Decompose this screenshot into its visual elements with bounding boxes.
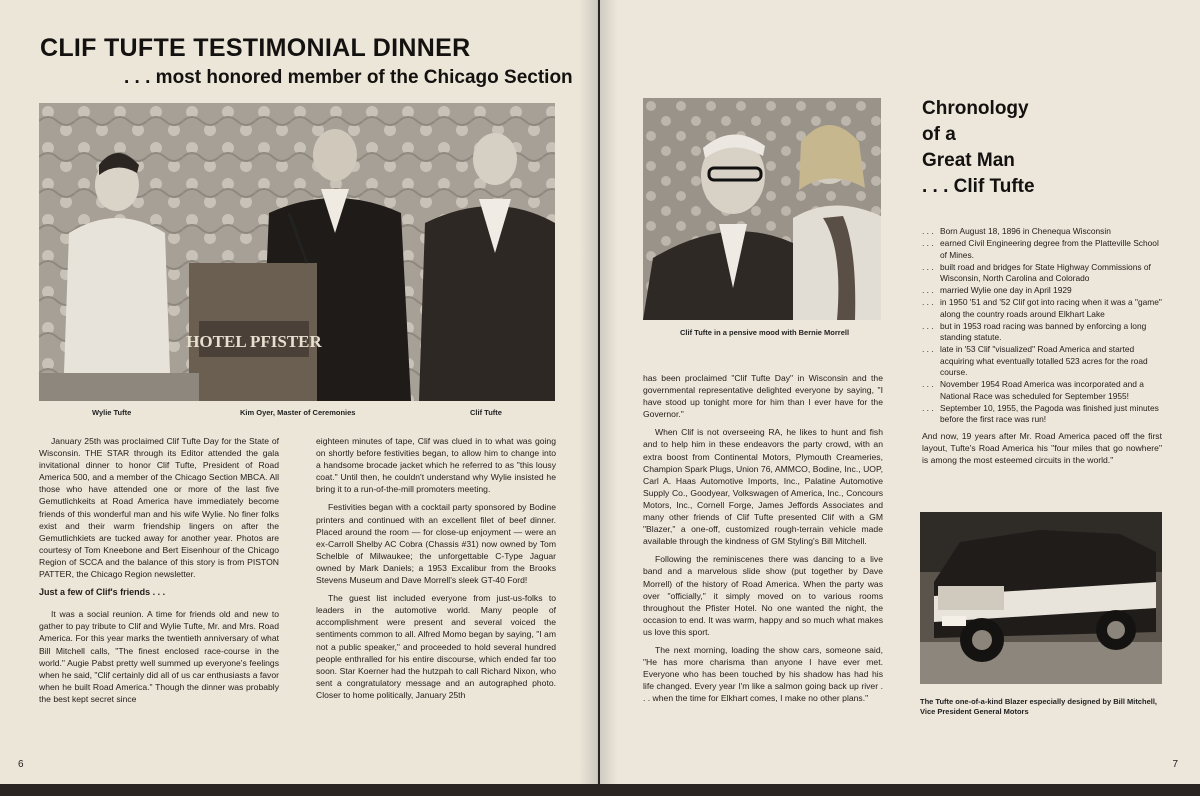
paragraph: The guest list included everyone from just-us-folks to leaders in the automotive world. Many people of accomplishment were present and several voiced the sentiments common to all. Alfred Momo began by saying, "I am not a public speaker," and proceeded to hold several hundred people enthralled for his entire discourse, which ended far too soon. Star Koerner had the hutzpah to call Richard Nixon, who sent a congratulatory message and an autographed photo. Closer to home politically, January 25th bbox=[316, 593, 556, 700]
caption-clif: Clif Tufte bbox=[470, 408, 502, 417]
pensive-photo bbox=[643, 98, 881, 320]
chronology-title-line: Great Man bbox=[922, 150, 1015, 171]
chronology-item: . . . late in '53 Clif "visualized" Road America and started acquiring what eventually totalled 523 acres for the road course. bbox=[922, 344, 1148, 377]
article-title: CLIF TUFTE TESTIMONIAL DINNER bbox=[40, 34, 471, 62]
chronology-item: . . . but in 1953 road racing was banned by enforcing a long standing statute. bbox=[922, 320, 1147, 342]
blazer-caption-line2: Vice President General Motors bbox=[920, 707, 1029, 716]
pensive-photo-caption: Clif Tufte in a pensive mood with Bernie Morrell bbox=[680, 328, 850, 337]
chronology-item: . . . built road and bridges for State Highway Commissions of Wisconsin, North Carolina and Colorado bbox=[922, 261, 1151, 283]
right-column-1 bbox=[643, 372, 883, 710]
left-column-2 bbox=[316, 435, 556, 707]
paragraph: Festivities began with a cocktail party sponsored by Bodine printers and continued with an excellent filet of beef dinner. Placed around the room — for close-up enjoyment — were an ex-Carroll Shelby AC Cobra (Chassis #31) now owned by Tom Schelble of Milwaukee; the unforgettable C-Type Jaguar owned by Mark Daniels; a 1953 Excalibur from the Brooks Stevens Museum and Dave Morrell's sleek GT-40 Ford! bbox=[316, 502, 556, 586]
chronology-title-line: of a bbox=[922, 124, 956, 145]
paragraph: Following the reminiscenes there was dancing to a live band and a marvelous slide show (put together by Dave Morrell) of the history of Road America. When the party was over "officially," it simply moved on to various rooms throughout the Pfister Hotel. No one wanted the night, the occasion to end. It was warm, happy and so much what makes us love this sport. bbox=[643, 554, 883, 637]
left-page bbox=[0, 0, 598, 784]
chronology-title-line: Chronology bbox=[922, 98, 1029, 119]
paragraph: It was a social reunion. A time for friends old and new to gather to pay tribute to Clif and Wylie Tufte, Mr. and Mrs. Road America. For this year marks the twentieth anniversary of what Bill Mitchell calls, "The finest enclosed race-course in the world." Augie Pabst pretty well summed up everyone's feelings when he said, "Clif certainly did all of us car enthusiasts a favor when he built Road America." Though the dinner was probably the best kept secret since bbox=[39, 609, 279, 704]
article-subtitle: . . . most honored member of the Chicago Section bbox=[124, 67, 573, 88]
blazer-photo-illustration bbox=[920, 512, 1162, 684]
gutter-shadow bbox=[579, 0, 597, 784]
chronology-item: . . . married Wylie one day in April 1929 bbox=[922, 285, 1072, 295]
paragraph: January 25th was proclaimed Clif Tufte Day for the State of Wisconsin. THE STAR through its Editor attended the gala invitational dinner to honor Clif Tufte, President of Road America 500, and a member of the Chicago Section MBCA. All those who have attended one or more of the last five Gemutlichkeits at Road America have immediately become friends of this wonderful man and his wife Wylie. No finer folks exist and their warm friendship lingers on after the Gemutlichkiets are tucked away for another year. Photos are courtesy of Tom Kneebone and Bert Eisenhour of the Chicago Region of SCCA and the balance of this story is from PISTON PATTER, the Chicago Region newsletter. bbox=[39, 436, 279, 580]
paragraph: has been proclaimed "Clif Tufte Day" in Wisconsin and the governmental representative delighted everyone by saying, "I have stood up tonight more for him than I ever have for the Governor." bbox=[643, 373, 883, 420]
caption-wylie: Wylie Tufte bbox=[92, 408, 132, 417]
paragraph: The next morning, loading the show cars, someone said, "He has more charisma than anyone I have ever met. Everyone who has been touched by his shadow has had his life changed. Every year I'm like a salmon going back up river . . . when the time for Elkhart comes, I make no other plans." bbox=[643, 644, 883, 704]
chronology-item: . . . earned Civil Engineering degree from the Platteville School of Mines. bbox=[922, 238, 1159, 260]
paragraph: When Clif is not overseeing RA, he likes to hunt and fish and to help him in these endeavors the party crowd, with an extra boost from Continental Motors, Plymouth Creameries, Champion Spark Plugs, Union 76, AMMCO, Bodine, Inc., UOP, Carl A. Haas Automotive Imports, Inc., Palatine Automotive Supply Co., Goodyear, Volkswagen of America, Inc., Concours Motors, Inc., Cornell Forge, James Jeffords Associates and many other friends of Clif Tufte presented Clif with a GM "Blazer," a one-off, customized rough-terrain vehicle made available through the kindness of GM Styling's Bill Mitchell. bbox=[643, 427, 883, 547]
chronology-title-line: . . . Clif Tufte bbox=[922, 176, 1035, 197]
chronology-item: . . . in 1950 '51 and '52 Clif got into racing when it was a "game" along the country roads around Elkhart Lake bbox=[922, 297, 1162, 319]
blazer-caption-line1: The Tufte one-of-a-kind Blazer especially designed by Bill Mitchell, bbox=[920, 697, 1157, 706]
section-subhead: Just a few of Clif's friends . . . bbox=[39, 587, 166, 598]
right-page bbox=[600, 0, 1200, 784]
chronology-item: . . . September 10, 1955, the Pagoda was finished just minutes before the first race was run! bbox=[922, 402, 1159, 424]
chronology-item: . . . Born August 18, 1896 in Chenequa Wisconsin bbox=[922, 226, 1111, 236]
podium-sign: HOTEL PFISTER bbox=[186, 332, 322, 351]
pensive-photo-illustration bbox=[643, 98, 881, 320]
chronology-closing: And now, 19 years after Mr. Road America paced off the first layout, Tufte's Road America his "four miles that go nowhere" is among the most esteemed circuits in the world." bbox=[922, 431, 1162, 465]
gutter-shadow bbox=[600, 0, 618, 784]
dinner-photo-illustration bbox=[39, 103, 555, 401]
caption-kim-oyer: Kim Oyer, Master of Ceremonies bbox=[240, 408, 356, 417]
dinner-photo bbox=[39, 103, 555, 401]
chronology-item: . . . November 1954 Road America was incorporated and a National Race was scheduled for September 1955! bbox=[922, 379, 1144, 401]
page-number-left: 6 bbox=[18, 759, 24, 770]
left-column-1 bbox=[39, 435, 279, 711]
chronology-list bbox=[922, 226, 1162, 426]
blazer-photo bbox=[920, 512, 1162, 684]
page-number-right: 7 bbox=[1172, 759, 1178, 770]
paragraph: eighteen minutes of tape, Clif was clued in to what was going on shortly before festivities began, to allow him to change into a handsome brocade jacket which he referred to as "this lousy coat." Until then, he couldn't understand why Wylie insisted he bring it to a run-of-the-mill promoters meeting. bbox=[316, 436, 556, 495]
chronology-title bbox=[922, 96, 1035, 200]
